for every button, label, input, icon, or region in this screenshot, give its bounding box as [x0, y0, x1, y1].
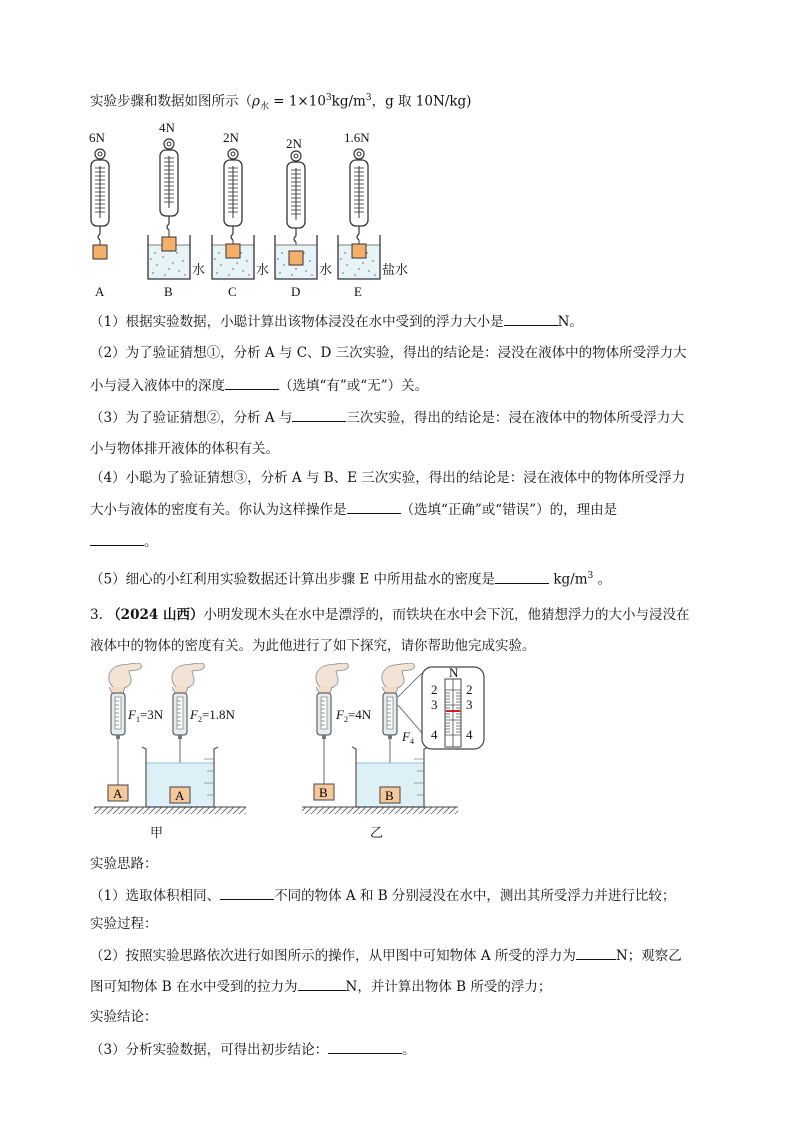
tick-right-2: 2: [466, 682, 473, 697]
q3-2-line2: [90, 976, 551, 997]
figure-buoyancy-experiment: [90, 663, 500, 845]
f2-sub: 2: [197, 715, 202, 724]
q3-3-line: [90, 1039, 416, 1060]
q3-text-b: 三次实验，得出的结论是：浸在液体中的物体所受浮力大: [346, 410, 684, 426]
liquid-label-c: 水: [256, 262, 270, 277]
svg-text:F2=4N: [335, 707, 372, 724]
f2-value: =1.8N: [201, 707, 235, 722]
f4-sub: 4: [409, 737, 414, 746]
p3-line2: [90, 636, 536, 656]
q5-unit: kg/m: [553, 571, 588, 588]
svg-text:F4: [401, 729, 414, 746]
q2-line2: [90, 375, 428, 396]
figure-spring-scales: [85, 120, 425, 302]
q5-unit-exp: 3: [587, 571, 594, 581]
q3-2-text-c: 图可知物体 B 在水中受到的拉力为: [90, 979, 298, 995]
p3-text-b: 液体中的物体的密度有关。为此他进行了如下探究，请你帮助他完成实验。: [90, 638, 536, 654]
tick-right-3: 3: [466, 697, 473, 712]
letter-d: D: [291, 284, 301, 299]
q2-text-b: 小与浸入液体中的深度: [90, 378, 225, 394]
f3-sub: 2: [343, 715, 348, 724]
intro-line: [90, 88, 471, 117]
q3-tail: 小与物体排开液体的体积有关。: [90, 441, 279, 457]
intro-text: 实验步骤和数据如图所示（: [90, 93, 252, 110]
q4-line3: [90, 531, 158, 552]
q3-1-line: [90, 885, 675, 906]
rho-symbol: ρ: [252, 93, 260, 110]
section-process: 实验过程：: [90, 916, 158, 932]
tick-left-2: 2: [431, 682, 438, 697]
letter-a: A: [95, 284, 105, 299]
q5-tail: 。: [597, 571, 612, 588]
q1-tail: N。: [557, 314, 583, 330]
f3-label: F: [336, 707, 344, 722]
q3-2-text-b: N；观察乙: [615, 948, 682, 964]
p3-number: 3.: [90, 607, 103, 623]
q3-2-blank-1[interactable]: [576, 945, 616, 960]
q3-2-blank-2[interactable]: [298, 976, 346, 991]
q2-line1: [90, 343, 687, 363]
f2-label: F: [190, 707, 198, 722]
q3-blank[interactable]: [292, 407, 346, 422]
q3-2-text: （2）按照实验思路依次进行如图所示的操作，从甲图中可知物体 A 所受的浮力为: [90, 948, 576, 964]
q4-blank-2[interactable]: [90, 531, 144, 546]
rho-unit-exp: 3: [365, 93, 372, 103]
q4-text: （4）小聪为了验证猜想③，分析 A 与 B、E 三次实验，得出的结论是：浸在液体中的物体所受浮力: [90, 470, 686, 486]
tick-left-4: 4: [431, 727, 438, 742]
rho-value: = 1×10: [268, 93, 326, 110]
p3-text: 小明发现木头在水中是漂浮的，而铁块在水中会下沉，他猜想浮力的大小与浸没在: [203, 607, 690, 623]
q2-blank[interactable]: [225, 375, 279, 390]
f4-label: F: [402, 729, 410, 744]
q3-1-text: （1）选取体积相同、: [90, 888, 221, 904]
p3-source-tag: （2024 山西）: [107, 607, 204, 623]
q4-text-c: （选填“正确”或“错误”）的，理由是: [400, 502, 618, 518]
p3-line1: [90, 605, 689, 625]
svg-text:F2=1.8N: [189, 707, 236, 724]
tick-left-3: 3: [431, 697, 438, 712]
caption-left: 甲: [150, 825, 164, 840]
scale-unit: N: [449, 665, 459, 680]
q5-blank[interactable]: [495, 569, 549, 584]
f1-value: =3N: [139, 707, 164, 722]
f1-sub: 1: [135, 715, 140, 724]
f3-value: =4N: [347, 707, 372, 722]
q3-3-tail: 。: [402, 1042, 416, 1058]
reading-c: 2N: [223, 130, 239, 145]
rho-unit: kg/m: [331, 93, 366, 110]
q3-2-line1: [90, 945, 682, 966]
q3-3-blank[interactable]: [328, 1039, 402, 1054]
q4-line2: [90, 499, 617, 520]
q4-blank-1[interactable]: [347, 499, 401, 514]
block-b-right: B: [385, 788, 394, 803]
block-a-left: A: [113, 786, 123, 801]
block-a-right: A: [175, 788, 185, 803]
q3-text: （3）为了验证猜想②，分析 A 与: [90, 410, 293, 426]
q4-text-b: 大小与液体的密度有关。你认为这样操作是: [90, 502, 347, 518]
q3-1-tail: 不同的物体 A 和 B 分别浸没在水中，测出其所受浮力并进行比较；: [274, 888, 676, 904]
reading-a: 6N: [89, 130, 105, 145]
q2-text: （2）为了验证猜想①，分析 A 与 C、D 三次实验，得出的结论是：浸没在液体中的物体所受浮力大: [90, 345, 687, 361]
q4-tail: 。: [144, 534, 158, 550]
rho-sub: 水: [259, 102, 269, 113]
section-conclusion: 实验结论：: [90, 1009, 158, 1025]
f1-label: F: [128, 707, 136, 722]
q3-2-tail: N，并计算出物体 B 所受的浮力；: [345, 979, 552, 995]
intro-tail: ，g 取 10N/kg): [371, 93, 472, 110]
rho-exp: 3: [325, 93, 332, 103]
reading-b: 4N: [159, 120, 175, 135]
q1-line: [90, 311, 583, 332]
q5-text: （5）细心的小红利用实验数据还计算出步骤 E 中所用盐水的密度是: [90, 571, 496, 588]
caption-right: 乙: [370, 825, 384, 840]
svg-text:F1=3N: [127, 707, 164, 724]
liquid-label-e: 盐水: [382, 262, 409, 277]
liquid-label-b: 水: [192, 262, 206, 277]
q3-line1: [90, 407, 684, 428]
section-idea: 实验思路：: [90, 856, 158, 872]
tick-right-4: 4: [466, 727, 473, 742]
liquid-label-d: 水: [319, 262, 333, 277]
q1-text: （1）根据实验数据，小聪计算出该物体浸没在水中受到的浮力大小是: [90, 314, 504, 330]
q5-line: [90, 566, 611, 590]
block-b-left: B: [319, 785, 328, 800]
letter-b: B: [164, 284, 173, 299]
letter-e: E: [354, 284, 362, 299]
q3-1-blank[interactable]: [220, 885, 274, 900]
reading-d: 2N: [286, 136, 302, 151]
q1-blank[interactable]: [504, 311, 558, 326]
letter-c: C: [228, 284, 237, 299]
q2-tail: （选填“有”或“无”）关。: [279, 378, 429, 394]
q4-line1: [90, 468, 685, 488]
reading-e: 1.6N: [344, 130, 370, 145]
q3-line2: [90, 439, 279, 459]
q3-3-text: （3）分析实验数据，可得出初步结论：: [90, 1042, 329, 1058]
